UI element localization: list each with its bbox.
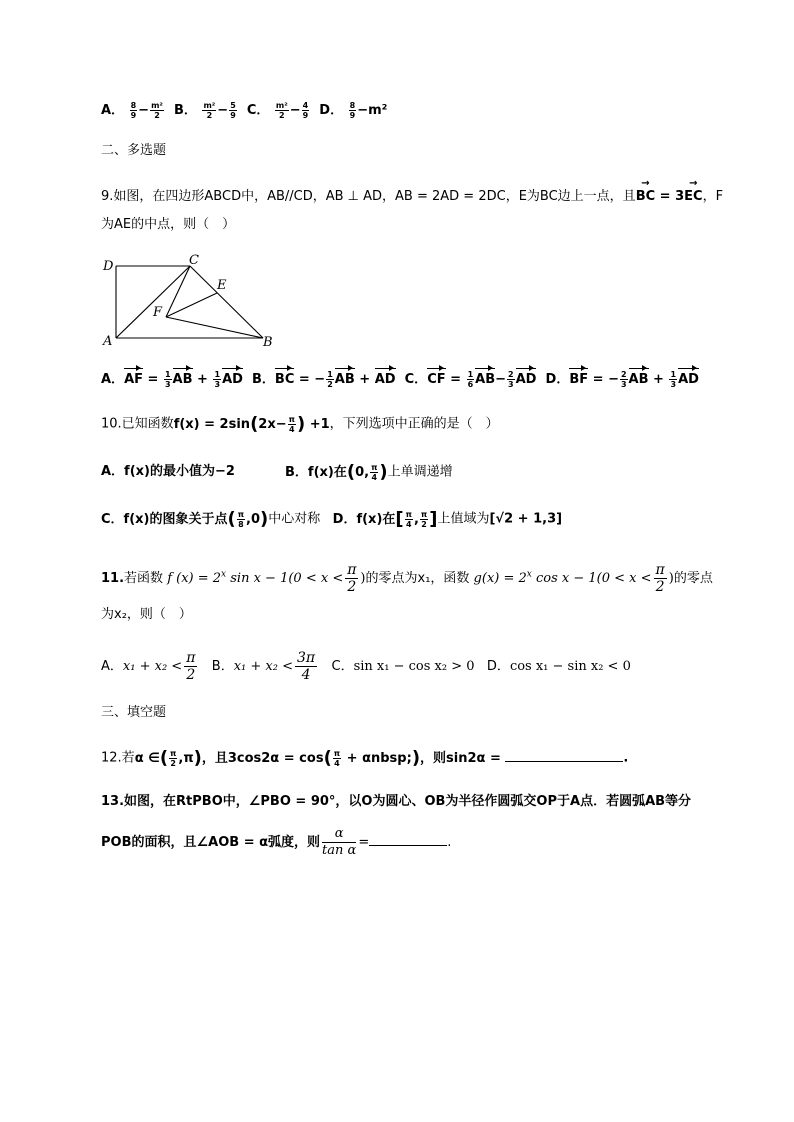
vector-ec: → EC: [684, 187, 702, 207]
q13-line1: 13.如图，在RtPBO中，∠PBO = 90°，以O为圆心、OB为半径作圆弧交OP于A点．若圆弧AB等分: [101, 794, 692, 809]
label-a: A: [103, 334, 113, 349]
q11-line2: 为x₂，则（ ）: [101, 607, 192, 622]
segment-fe: [166, 293, 217, 317]
segment-fb: [166, 317, 263, 338]
q12: 12.若α ∈( $\frac{\pi}{2}$ ,π)，且3cos2α = cos( $\frac{\pi}{4}$ + αnbsp;)，则sin2α = .: [101, 747, 629, 768]
q9-line1: 9.如图，在四边形ABCD中，AB//CD，AB ⊥ AD，AB = 2AD = 2DC，E为BC边上一点，且→ BC = 3→ EC，F: [101, 187, 723, 207]
segment-ac: [116, 266, 190, 338]
q12-answer-blank[interactable]: [505, 761, 623, 762]
q11-line1: 11.若函数 f $(x) = 2^x$ sin x − 1(0 < x < $\frac{\pi}{2}$ )的零点为x₁，函数 $g(x) = 2^x$ cos x − 1(0 < x < $\frac{\pi}{2}$ )的零点: [101, 562, 713, 595]
q8-b-frac1: $\frac{\text{m²}}{2}$: [203, 101, 216, 120]
q9-quadrilateral-figure: [100, 254, 285, 350]
q8-c-frac1: $\frac{\text{m²}}{2}$: [275, 101, 288, 120]
q8-options: A． $\frac{8}{9}$ − $\frac{\text{m²}}{2}$ B． $\frac{\text{m²}}{2}$ − $\frac{5}{9}$ C． $\frac{\text{m²}}{2}$ − $\frac{4}{9}$ D． $\frac{8}{9}$ −m²: [101, 101, 388, 120]
q8-option-a-label: A．: [101, 103, 125, 118]
q8-a-frac2: $\frac{\text{m²}}{2}$: [151, 101, 163, 120]
q10-option-c-d: C．f(x)的图象关于点( $\frac{\pi}{8}$ ,0)中心对称 D．f(x)在[ $\frac{\pi}{4}$ , $\frac{\pi}{2}$ ]上值域为[√2 + 1,3]: [101, 508, 563, 529]
q8-b-frac2: $\frac{5}{9}$: [230, 101, 236, 120]
q13-answer-blank[interactable]: [369, 845, 447, 846]
section-title-multi-choice: 二、多选题: [101, 143, 167, 158]
label-d: D: [103, 259, 114, 274]
q8-option-b-label: B．: [173, 103, 197, 118]
section-title-fill-blank: 三、填空题: [101, 705, 167, 720]
label-c: C: [189, 254, 199, 268]
edge-cb: [190, 266, 263, 338]
q8-d-frac1: $\frac{8}{9}$: [349, 101, 356, 120]
q10-option-b: B．f(x)在(0, $\frac{\pi}{4}$ )上单调递增: [285, 461, 453, 482]
segment-fc: [166, 266, 190, 317]
vector-bc: → BC: [636, 187, 655, 207]
q9-options: A．AF = $\frac{1}{3}$ AB + $\frac{1}{3}$ AD B．BC = − $\frac{1}{2}$ AB + AD C．CF = $\frac{1}{6}$ AB− $\frac{2}{3}$ AD D．BF = − $\frac{2}{3}$ AB + $\frac{1}{3}$ AD: [101, 370, 699, 389]
label-f: F: [153, 305, 163, 320]
q8-option-d-label: D．: [319, 103, 344, 118]
label-b: B: [263, 335, 273, 350]
q10-stem: 10.已知函数f(x) = 2sin(2x− $\frac{\pi}{4}$ ) +1，下列选项中正确的是（ ）: [101, 413, 499, 434]
label-e: E: [217, 278, 227, 293]
q8-c-frac2: $\frac{4}{9}$: [302, 101, 309, 120]
q9-line2: 为AE的中点，则（ ）: [101, 217, 236, 232]
q8-a-frac1: $\frac{8}{9}$: [130, 101, 137, 120]
q10-option-a: A．f(x)的最小值为−2: [101, 464, 235, 479]
q11-options: A．x₁ + x₂ < $\frac{\pi}{2}$ B．x₁ + x₂ < $\frac{3\pi}{4}$ C．sin x₁ − cos x₂ > 0 D．cos x₁ − sin x₂ < 0: [101, 650, 631, 683]
q13-line2: POB的面积，且∠AOB = α弧度，则 $\frac{\alpha}{\text{tan α}}$ = .: [101, 826, 452, 858]
q8-option-c-label: C．: [246, 103, 270, 118]
